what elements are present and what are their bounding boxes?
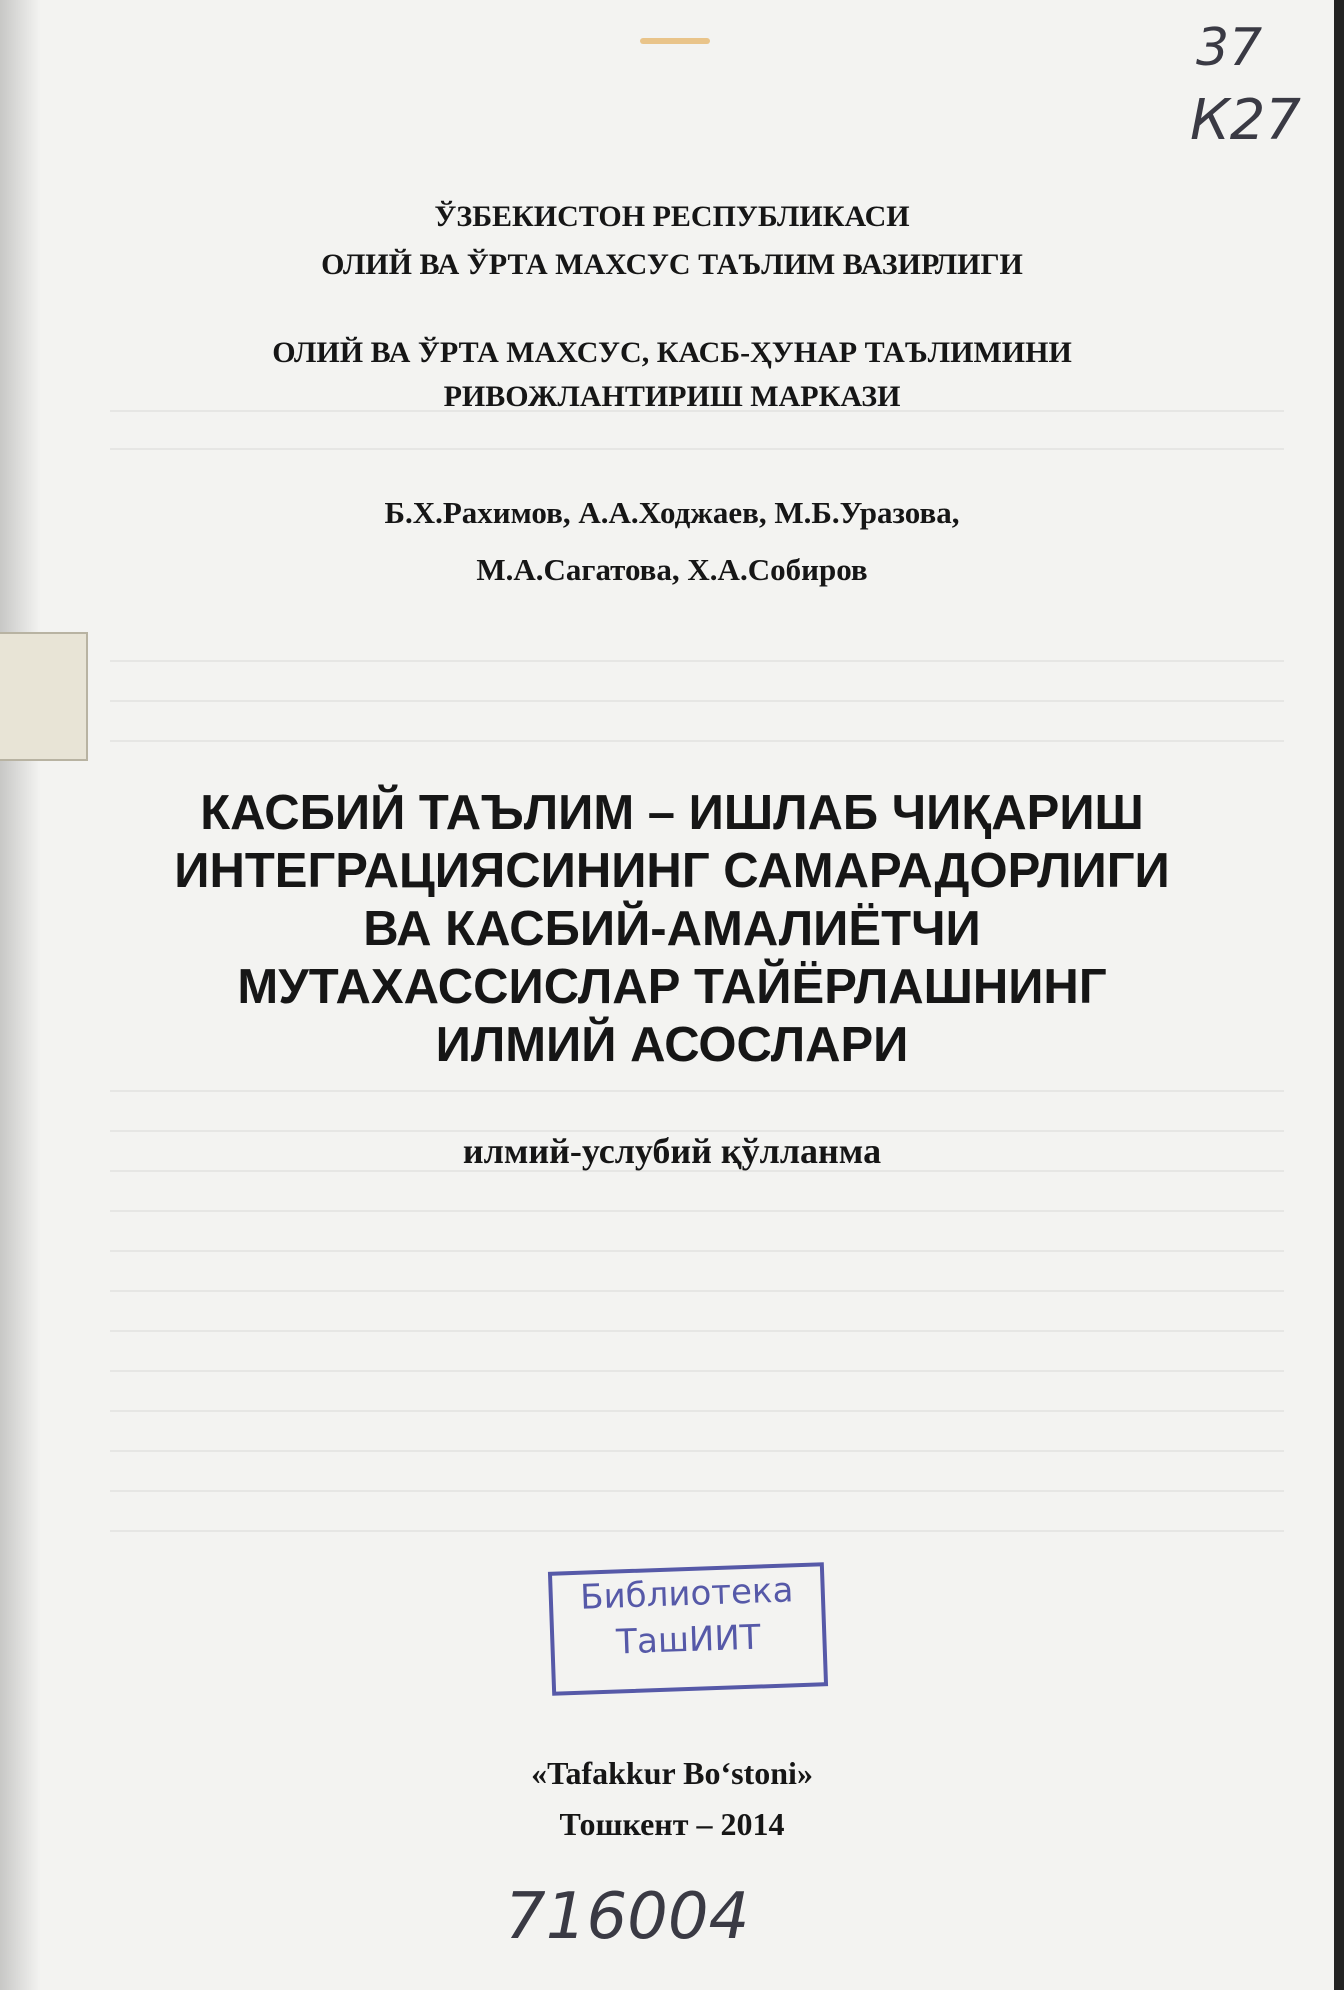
document-subtitle: илмий-услубий қўлланма [462,1131,882,1171]
handwritten-inventory-number: 716004 [505,1880,750,1954]
title-line-5: ИЛМИЙ АСОСЛАРИ [435,1018,909,1072]
publication-place-year: Тошкент – 2014 [559,1806,785,1842]
show-through-line [110,1370,1284,1372]
publisher-name: «Tafakkur Bo‘stoni» [531,1755,813,1791]
ministry-line-2: ОЛИЙ ВА ЎРТА МАХСУС ТАЪЛИМ ВАЗИРЛИГИ [321,248,1023,281]
show-through-line [110,1330,1284,1332]
ministry-line-1: ЎЗБЕКИСТОН РЕСПУБЛИКАСИ [434,200,910,233]
title-line-4: МУТАХАССИСЛАР ТАЙЁРЛАШНИНГ [237,960,1107,1014]
stamp-line-1: Библиотека [579,1570,794,1618]
handwritten-shelf-number: 37 [1196,18,1263,78]
show-through-line [110,700,1284,702]
handwritten-shelf-code: К27 [1190,88,1302,153]
title-line-1: КАСБИЙ ТАЪЛИМ – ИШЛАБ ЧИҚАРИШ [200,786,1144,840]
show-through-line [110,740,1284,742]
center-line-2: РИВОЖЛАНТИРИШ МАРКАЗИ [443,380,901,413]
title-line-2: ИНТЕГРАЦИЯСИНИНГ САМАРАДОРЛИГИ [174,844,1170,898]
show-through-line [110,448,1284,450]
center-line-1: ОЛИЙ ВА ЎРТА МАХСУС, КАСБ-ҲУНАР ТАЪЛИМИНИ [272,336,1072,369]
library-stamp [548,1562,828,1696]
authors-line-2: М.А.Сагатова, Х.А.Собиров [476,552,868,587]
binding-tab [0,632,88,761]
show-through-line [110,660,1284,662]
stamp-line-2: ТашИИТ [615,1617,762,1663]
show-through-line [110,1250,1284,1252]
show-through-line [110,1490,1284,1492]
show-through-line [110,1530,1284,1532]
show-through-line [110,1210,1284,1212]
title-line-3: ВА КАСБИЙ-АМАЛИЁТЧИ [363,902,981,956]
authors-line-1: Б.Х.Рахимов, А.А.Ходжаев, М.Б.Уразова, [384,495,960,530]
show-through-line [110,1450,1284,1452]
show-through-line [110,1290,1284,1292]
show-through-line [110,1410,1284,1412]
tape-mark [640,38,710,44]
show-through-line [110,1090,1284,1092]
